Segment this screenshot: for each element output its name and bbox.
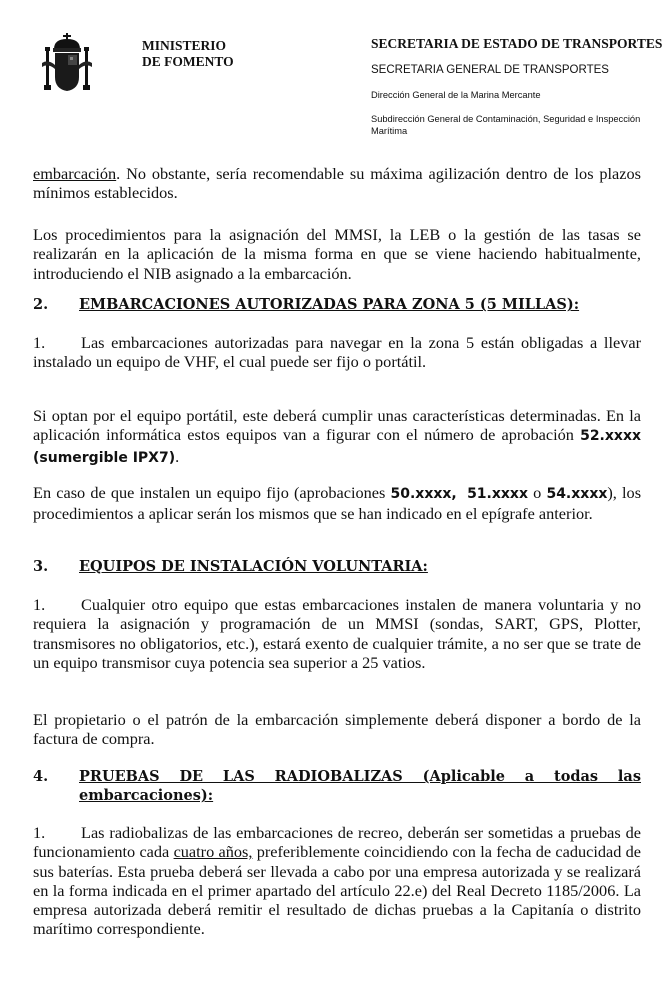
section-title: EMBARCACIONES AUTORIZADAS PARA ZONA 5 (5 MILLAS): xyxy=(79,296,580,313)
underlined-phrase: cuatro años, xyxy=(173,842,253,862)
paragraph-text: . xyxy=(175,446,180,466)
paragraph-procedimientos: Los procedimientos para la asignación del MMSI, la LEB o la gestión de las tasas se realizarán en la aplicación de la misma forma en que se viene haciendo habitualmente, introduciendo el NIB asignado a la embarcación. xyxy=(33,225,641,283)
section-heading-3 xyxy=(33,557,641,576)
item-text: Las embarcaciones autorizadas para navegar en la zona 5 están obligadas a llevar instalado un equipo de VHF, el cual puede ser fijo o portátil. xyxy=(33,333,641,372)
paragraph-text: ), los procedimientos a aplicar serán los mismos que se han indicado en el epígrafe anterior. xyxy=(33,483,642,524)
ministry-line-2: DE FOMENTO xyxy=(142,54,234,69)
section-number: 2. xyxy=(33,296,49,313)
item-number: 1. xyxy=(33,823,46,842)
ministry-line-1: MINISTERIO xyxy=(142,38,227,53)
approval-number: 54.xxxx xyxy=(546,486,608,502)
paragraph-fijo xyxy=(33,483,641,524)
section-title: PRUEBAS DE LAS RADIOBALIZAS (Aplicable a todas las embarcaciones): xyxy=(79,768,641,804)
section-4-item-1 xyxy=(33,823,641,939)
paragraph-propietario: El propietario o el patrón de la embarcación simplemente deberá disponer a bordo de la factura de compra. xyxy=(33,710,641,749)
section-3-item-1 xyxy=(33,595,641,672)
paragraph-intro xyxy=(33,164,641,203)
paragraph-text: Si optan por el equipo portátil, este deberá cumplir unas características determinadas. En la aplicación informática estos equipos van a figurar con el número de aprobación xyxy=(33,406,641,445)
paragraph-portatil xyxy=(33,406,641,468)
direccion-general: Dirección General de la Marina Mercante xyxy=(371,90,541,100)
subdireccion-general: Subdirección General de Contaminación, Seguridad e Inspección Marítima xyxy=(371,114,641,136)
ministry-name xyxy=(142,38,234,70)
section-2-item-1 xyxy=(33,333,641,372)
secretaria-general: SECRETARIA GENERAL DE TRANSPORTES xyxy=(371,64,609,76)
item-number: 1. xyxy=(33,595,46,614)
underlined-word: embarcación xyxy=(33,164,117,183)
item-text: Cualquier otro equipo que estas embarcaciones instalen de manera voluntaria y no requiera la asignación y programación de un MMSI (sondas, SART, GPS, Plotter, transmisores no obligatorios, etc.), estará exento de cualquier trámite, a no ser que se trate de un equipo transmisor cuya potencia sea superior a 25 vatios. xyxy=(33,595,641,672)
item-text: Las radiobalizas de las embarcaciones de recreo, deberán ser sometidas a pruebas de funcionamiento cada xyxy=(33,823,641,862)
item-text: preferiblemente coincidiendo con la fecha de caducidad de sus baterías. Esta prueba deberá ser llevada a cabo por una empresa autorizada y se realizará en la forma indicada en el primer apartado del artículo 22.e) del Real Decreto 1185/2006. La empresa autorizada deberá remitir el resultado de dichas pruebas a la Capitanía o distrito marítimo correspondiente. xyxy=(33,842,642,939)
paragraph-text: En caso de que instalen un equipo fijo (aprobaciones xyxy=(33,483,391,502)
paragraph-text: . No obstante, sería recomendable su máxima agilización dentro de los plazos mínimos establecidos. xyxy=(33,164,641,203)
section-number: 3. xyxy=(33,558,49,575)
section-heading-4 xyxy=(33,767,641,805)
spain-coat-of-arms-icon xyxy=(42,33,92,95)
secretaria-estado: SECRETARIA DE ESTADO DE TRANSPORTES xyxy=(371,36,663,51)
approval-number: 50.xxxx, xyxy=(390,486,457,502)
item-number: 1. xyxy=(33,333,46,352)
approval-number: 52.xxxx (sumergible IPX7) xyxy=(33,428,641,466)
approval-number: 51.xxxx xyxy=(467,486,528,502)
section-number: 4. xyxy=(33,768,49,785)
section-heading-2 xyxy=(33,295,641,314)
section-title: EQUIPOS DE INSTALACIÓN VOLUNTARIA: xyxy=(79,558,428,575)
paragraph-text: o xyxy=(527,483,547,502)
